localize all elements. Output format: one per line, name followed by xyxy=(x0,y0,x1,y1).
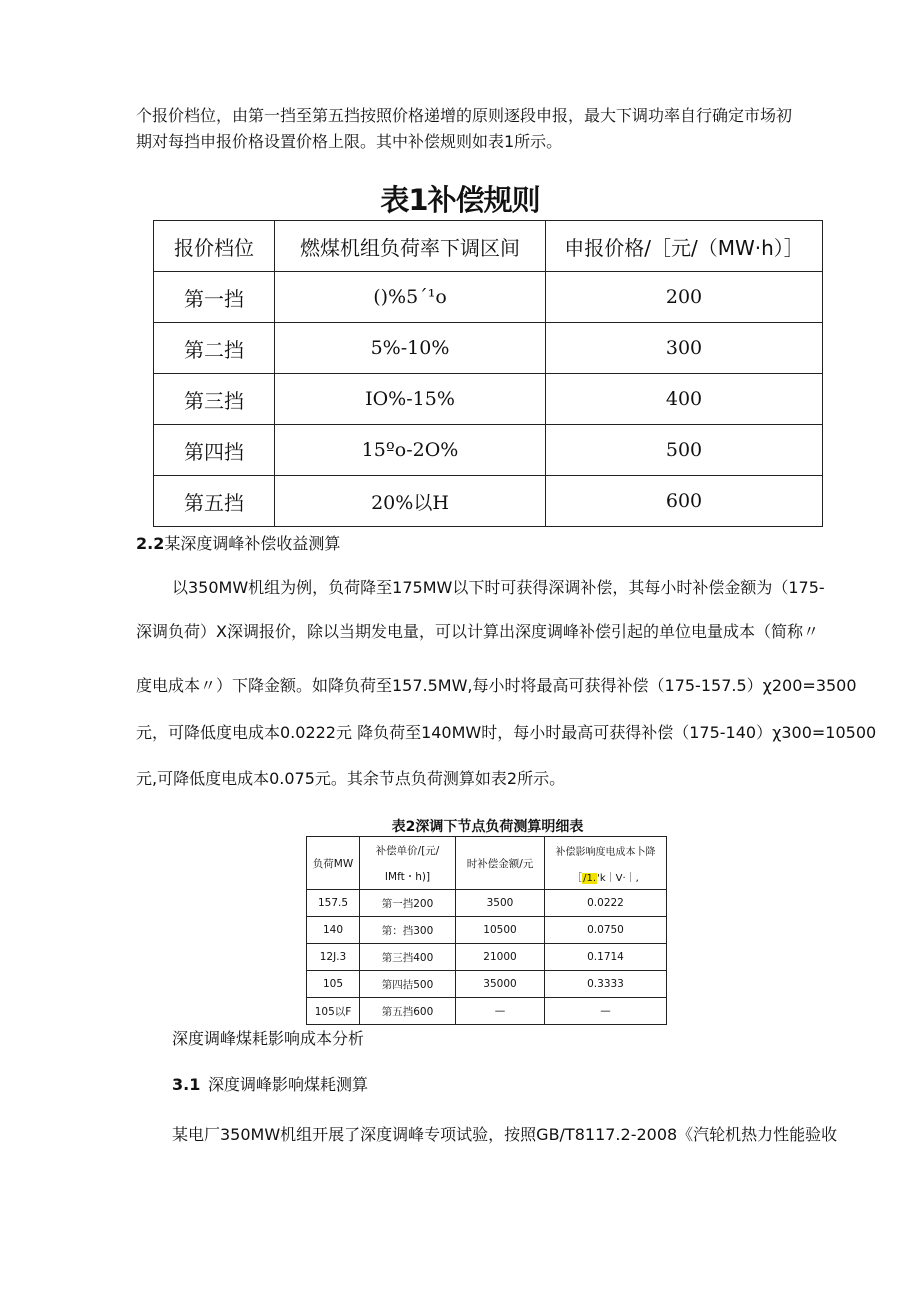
table1-cell: 第三挡 xyxy=(154,374,275,425)
table1-cell: 15ºo-2O% xyxy=(275,425,546,476)
table2-cell: 157.5 xyxy=(307,890,360,917)
table2-header-cell: 补偿影响度电成本卜降 xyxy=(545,837,667,864)
table2-cell: 第五挡600 xyxy=(360,998,456,1025)
table1-header-cell: 报价档位 xyxy=(154,221,275,272)
table2-row xyxy=(307,971,667,998)
table2-cell: 0.3333 xyxy=(545,971,667,998)
table1-cell: 第一挡 xyxy=(154,272,275,323)
table2-header-text: 'k｜V·｜, xyxy=(597,872,639,884)
para-line-4: 元，可降低度电成本0.0222元 降负荷至140MW时，每小时最高可获得补偿（175-140）χ300=10500 xyxy=(136,723,877,742)
table1-row xyxy=(154,425,823,476)
table1-cell: 5%-10% xyxy=(275,323,546,374)
table2-cell: — xyxy=(456,998,545,1025)
table1-row xyxy=(154,323,823,374)
table1-cell: 第五挡 xyxy=(154,476,275,527)
table2-cell: 105 xyxy=(307,971,360,998)
table1-cell: ()%5´¹o xyxy=(275,272,546,323)
section-2-2-heading xyxy=(136,533,340,555)
table1-row xyxy=(154,374,823,425)
table2-cell: 第三挡400 xyxy=(360,944,456,971)
section-2-2-number: 2.2 xyxy=(136,534,165,553)
table1-row xyxy=(154,272,823,323)
table2-cell: 0.0222 xyxy=(545,890,667,917)
table1-title: 表1补偿规则 xyxy=(380,183,540,217)
table2-header-cell: IMft・h)] xyxy=(360,863,456,890)
table1-cell: 20%以H xyxy=(275,476,546,527)
table2 xyxy=(306,836,667,1025)
table2-header-text: ［ xyxy=(572,872,583,884)
table1-header-row xyxy=(154,221,823,272)
table2-cell: 10500 xyxy=(456,917,545,944)
table1-cell: IO%-15% xyxy=(275,374,546,425)
table2-header-highlight: /1. xyxy=(583,872,597,884)
table2-cell: 105以F xyxy=(307,998,360,1025)
table2-header-cell: 时补偿金额/元 xyxy=(456,837,545,890)
section-2-2-title: 某深度调峰补偿收益测算 xyxy=(164,534,341,553)
table2-row xyxy=(307,998,667,1025)
para-line-1: 以350MW机组为例，负荷降至175MW以下时可获得深调补偿，其每小时补偿金额为（175- xyxy=(172,578,825,597)
table2-header-row xyxy=(307,837,667,864)
table1-cell: 400 xyxy=(546,374,823,425)
table1-cell: 300 xyxy=(546,323,823,374)
table1-cell: 第四挡 xyxy=(154,425,275,476)
table2-cell: 3500 xyxy=(456,890,545,917)
table2-cell: 140 xyxy=(307,917,360,944)
intro-line-2: 期对每挡申报价格设置价格上限。其中补偿规则如表1所示。 xyxy=(136,132,563,151)
table2-cell: 0.1714 xyxy=(545,944,667,971)
table2-cell: 第：挡300 xyxy=(360,917,456,944)
para-line-5: 元,可降低度电成本0.075元。其余节点负荷测算如表2所示。 xyxy=(136,769,566,788)
table1-row xyxy=(154,476,823,527)
table2-header-cell: 负荷MW xyxy=(307,837,360,890)
table2-cell: 21000 xyxy=(456,944,545,971)
table2-header-cell: 补偿单价/[元/ xyxy=(360,837,456,864)
table2-cell: 0.0750 xyxy=(545,917,667,944)
section-3-heading: 深度调峰煤耗影响成本分析 xyxy=(172,1029,365,1048)
table1-cell: 200 xyxy=(546,272,823,323)
table2-title: 表2深调下节点负荷测算明细表 xyxy=(391,819,584,835)
section-3-1-heading xyxy=(172,1074,368,1096)
table2-cell: 12J.3 xyxy=(307,944,360,971)
section-3-1-title: 深度调峰影响煤耗测算 xyxy=(208,1075,369,1094)
table1 xyxy=(153,220,823,527)
table2-header-cell xyxy=(545,863,667,890)
table2-cell: 第一挡200 xyxy=(360,890,456,917)
table2-cell: — xyxy=(545,998,667,1025)
table1-cell: 500 xyxy=(546,425,823,476)
table1-cell: 第二挡 xyxy=(154,323,275,374)
section-3-1-number: 3.1 xyxy=(172,1075,201,1094)
para-line-2: 深调负荷）X深调报价，除以当期发电量，可以计算出深度调峰补偿引起的单位电量成本（简称〃 xyxy=(136,622,819,641)
table1-header-cell: 申报价格/［元/（MW·h）］ xyxy=(546,221,823,272)
para-line-3: 度电成本〃）下降金额。如降负荷至157.5MW,每小时将最高可获得补偿（175-157.5）χ200=3500 xyxy=(136,676,857,695)
table2-row xyxy=(307,944,667,971)
table1-header-cell: 燃煤机组负荷率下调区间 xyxy=(275,221,546,272)
intro-line-1: 个报价档位，由第一挡至第五挡按照价格递增的原则逐段申报，最大下调功率自行确定市场初 xyxy=(136,106,793,125)
table2-cell: 35000 xyxy=(456,971,545,998)
table1-cell: 600 xyxy=(546,476,823,527)
table2-row xyxy=(307,890,667,917)
table2-row xyxy=(307,917,667,944)
section-3-para: 某电厂350MW机组开展了深度调峰专项试验，按照GB/T8117.2-2008《汽轮机热力性能验收 xyxy=(172,1125,838,1144)
table2-cell: 第四拮500 xyxy=(360,971,456,998)
